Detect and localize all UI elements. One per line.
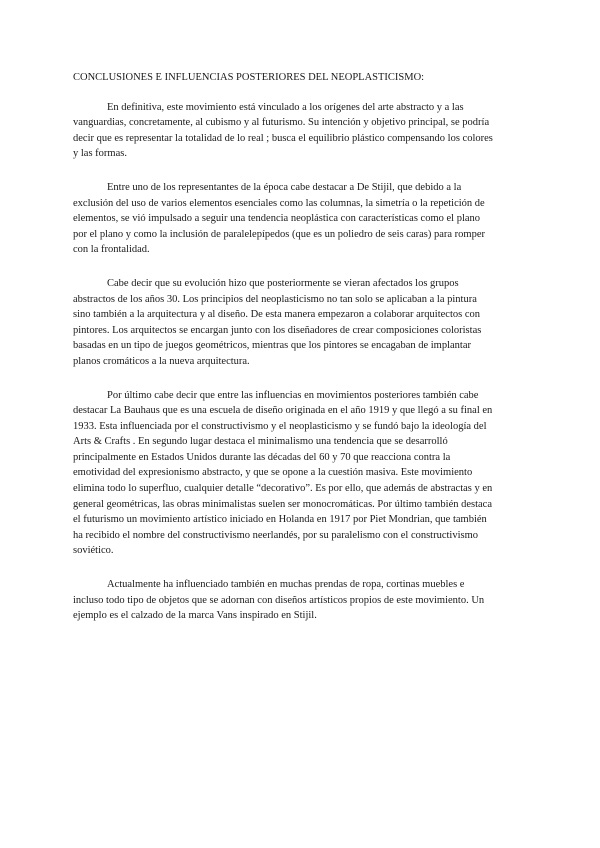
paragraph-4: Por último cabe decir que entre las influencias en movimientos posteriores también cabe destacar La Bauhaus que es una escuela de diseño originada en el año 1919 y que llegó a su final en 1933. Esta influenciada por el constructivismo y el neoplasticismo y se fundó bajo la ideología del Arts & Crafts . En segundo lugar destaca el minimalismo una tendencia que se desarrolló principalmente en Estados Unidos durante las décadas del 60 y 70 que reacciona contra la emotividad del expresionismo abstracto, y que se opone a la cuestión masiva. Este movimiento elimina todo lo superfluo, cualquier detalle “decorativo”. Es por ello, que además de abstractas y en general geométricas, las obras minimalistas suelen ser monocromáticas. Por último también destaca el futurismo un movimiento artístico iniciado en Holanda en 1917 por Piet Mondrian, que también ha recibido el nombre del constructivismo neerlandés, por su paralelismo con el constructivismo soviético.	[73, 389, 493, 557]
paragraph-1: En definitiva, este movimiento está vinculado a los orígenes del arte abstracto y a las vanguardias, concretamente, al cubismo y al futurismo. Su intención y objetivo principal, se podría decir que es representar la totalidad de lo real ; busca el equilibrio plástico compensando los colores y las formas.	[73, 101, 493, 160]
paragraph-2: Entre uno de los representantes de la época cabe destacar a De Stijil, que debido a la exclusión del uso de varios elementos esenciales como las columnas, la simetría o la repetición de elementos, se vió impulsado a seguir una tendencia neoplástica con características como el plano por el plano y como la inclusión de paralelepípedos (que es un poliedro de seis caras) para romper con la frontalidad.	[73, 181, 485, 256]
paragraph-5: Actualmente ha influenciado también en muchas prendas de ropa, cortinas muebles e incluso todo tipo de objetos que se adornan con diseños artísticos propios de este movimiento. Un ejemplo es el calzado de la marca Vans inspirado en Stijil.	[73, 579, 485, 622]
document-title: CONCLUSIONES E INFLUENCIAS POSTERIORES DEL NEOPLASTICISMO:	[73, 72, 425, 83]
paragraph-3: Cabe decir que su evolución hizo que posteriormente se vieran afectados los grupos abstractos de los años 30. Los principios del neoplasticismo no tan solo se aplicaban a la pintura sino también a la arquitectura y al diseño. De esta manera empezaron a colaborar arquitectos con pintores. Los arquitectos se encargan junto con los diseñadores de crear composiciones coloristas basadas en un tipo de juegos geométricos, mientras que los pintores se encagaban de implantar planos cromáticos a la nueva arquitectura.	[73, 277, 482, 367]
document-body	[73, 70, 495, 642]
